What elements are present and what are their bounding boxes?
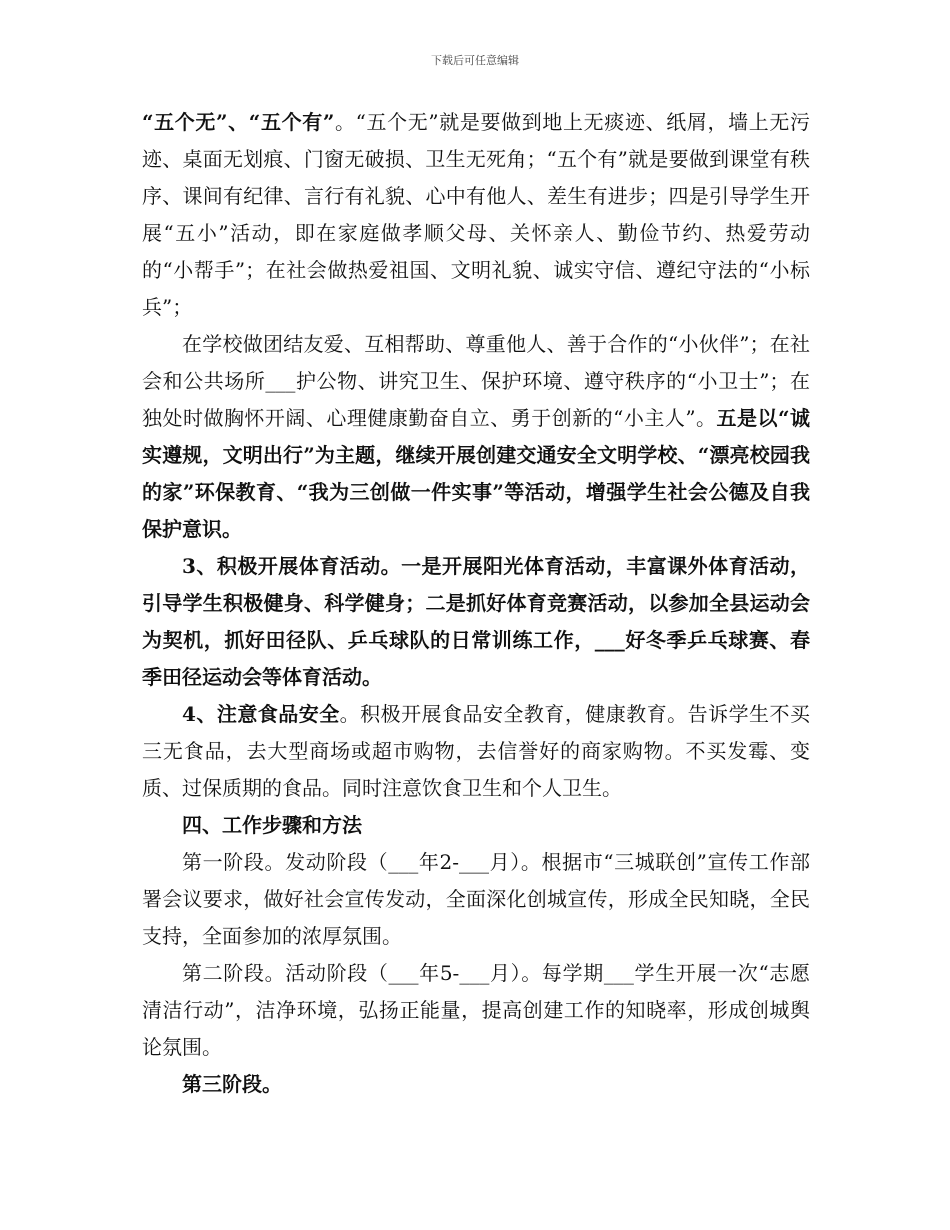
paragraph-2-text: 在学校做团结友爱、互相帮助、尊重他人、善于合作的“小伙伴”；在社会和公共场所___护公物、讲究卫生、保护环境、遵守秩序的“小卫士”；在独处时做胸怀开阔、心理健康勤奋自立、勇于创新的“小主人”。 [142, 332, 810, 430]
page-header: 下载后可任意编辑 [431, 54, 519, 67]
stage-2-text: 第二阶段。活动阶段（___年5-___月）。每学期___学生开展一次“志愿清洁行动”，洁净环境，弘扬正能量，提高创建工作的知晓率，形成创城舆论氛围。 [142, 961, 810, 1059]
stage-1-text: 第一阶段。发动阶段（___年2-___月）。根据市“三城联创”宣传工作部署会议要求，做好社会宣传发动，全面深化创城宣传，形成全民知晓，全民支持，全面参加的浓厚氛围。 [142, 850, 810, 948]
paragraph-2 [142, 326, 810, 548]
paragraph-2-bold-text: 五是以“诚实遵规，文明出行”为主题，继续开展创建交通安全文明学校、“漂亮校园我的家”环保教育、“我为三创做一件实事”等活动，增强学生社会公德及自我保护意识。 [142, 406, 810, 541]
paragraph-1-bold-lead: “五个无”、“五个有” [142, 110, 335, 134]
section-heading-4 [142, 807, 810, 844]
paragraph-4-bold-lead: 4、注意食品安全 [182, 702, 340, 726]
paragraph-1 [142, 104, 810, 326]
paragraph-3-bold-text: 3、积极开展体育活动。一是开展阳光体育活动，丰富课外体育活动，引导学生积极健身、科学健身；二是抓好体育竞赛活动，以参加全县运动会为契机，抓好田径队、乒乓球队的日常训练工作，___好冬季乒乓球赛、春季田径运动会等体育活动。 [142, 554, 810, 689]
paragraph-stage-3 [142, 1066, 810, 1103]
section-heading-text: 四、工作步骤和方法 [182, 813, 362, 837]
paragraph-3 [142, 548, 810, 696]
paragraph-1-text: 。“五个无”就是要做到地上无痰迹、纸屑，墙上无污迹、桌面无划痕、门窗无破损、卫生无死角；“五个有”就是要做到课堂有秩序、课间有纪律、言行有礼貌、心中有他人、差生有进步；四是引导学生开展“五小”活动，即在家庭做孝顺父母、关怀亲人、勤俭节约、热爱劳动的“小帮手”；在社会做热爱祖国、文明礼貌、诚实守信、遵纪守法的“小标兵”； [142, 110, 811, 319]
paragraph-4-text: 。积极开展食品安全教育，健康教育。告诉学生不买三无食品，去大型商场或超市购物，去信誉好的商家购物。不买发霉、变质、过保质期的食品。同时注意饮食卫生和个人卫生。 [142, 702, 810, 800]
stage-3-heading: 第三阶段。 [182, 1072, 282, 1096]
paragraph-4 [142, 696, 810, 807]
paragraph-stage-1 [142, 844, 810, 955]
paragraph-stage-2 [142, 955, 810, 1066]
document-body [142, 104, 810, 1103]
